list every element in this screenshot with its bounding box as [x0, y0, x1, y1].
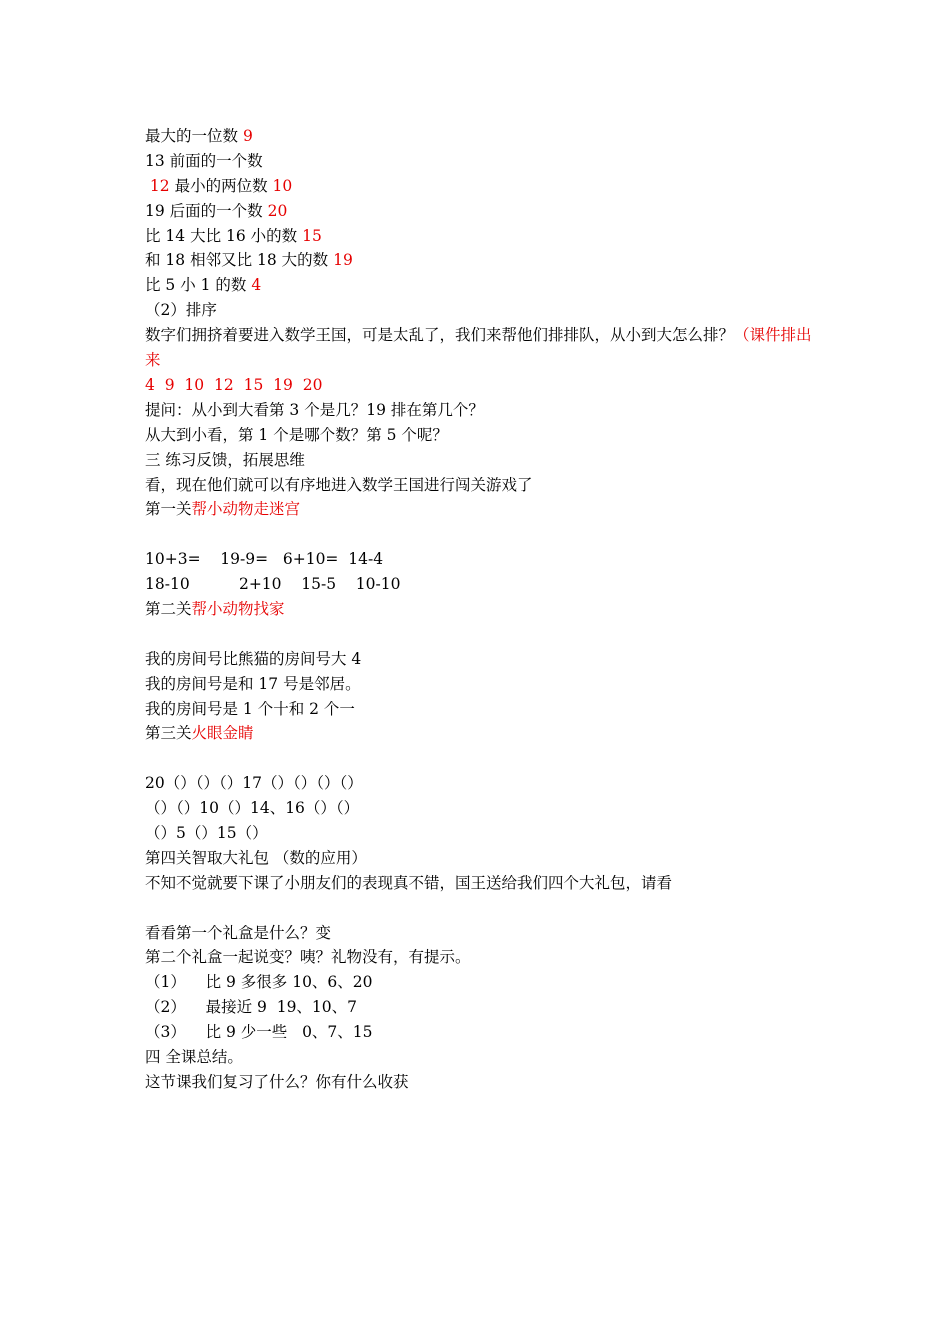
- body-text: 提问：从小到大看第 3 个是几？19 排在第几个？: [145, 400, 484, 419]
- highlight-text: 12: [145, 176, 175, 195]
- body-text: 从大到小看，第 1 个是哪个数？第 5 个呢？: [145, 425, 448, 444]
- text-line: [145, 174, 815, 199]
- body-text: 第二关: [145, 599, 192, 618]
- text-line: [145, 124, 815, 149]
- text-line: [145, 248, 815, 273]
- body-text: （2） 最接近 9 19、10、7: [145, 998, 358, 1017]
- body-text: （）5（）15（）: [145, 823, 268, 842]
- highlight-text: 20: [267, 201, 288, 220]
- body-text: （1） 比 9 多很多 10、6、20: [145, 973, 373, 992]
- blank-line: [145, 522, 815, 547]
- text-line: [145, 1070, 815, 1095]
- document-body: [145, 124, 815, 1095]
- body-text: 三 练习反馈，拓展思维: [145, 450, 305, 469]
- text-line: [145, 771, 815, 796]
- body-text: 看看第一个礼盒是什么？变: [145, 923, 332, 942]
- text-line: [145, 945, 815, 970]
- text-line: [145, 1045, 815, 1070]
- text-line: [145, 672, 815, 697]
- body-text: 我的房间号比熊猫的房间号大 4: [145, 649, 362, 668]
- text-line: [145, 871, 815, 896]
- text-line: [145, 298, 815, 323]
- highlight-text: 4: [251, 276, 262, 295]
- text-line: [145, 224, 815, 249]
- body-text: 最小的两位数: [174, 176, 273, 195]
- body-text: 20（）（）（）17（）（）（）（）: [145, 774, 363, 793]
- text-line: [145, 721, 815, 746]
- body-text: （2）排序: [145, 301, 217, 320]
- text-line: [145, 373, 815, 398]
- body-text: 我的房间号是 1 个十和 2 个一: [145, 699, 355, 718]
- text-line: [145, 423, 815, 448]
- text-line: [145, 846, 815, 871]
- text-line: [145, 473, 815, 498]
- body-text: 和 18 相邻又比 18 大的数: [145, 251, 334, 270]
- body-text: 第一关: [145, 500, 192, 519]
- text-line: [145, 921, 815, 946]
- text-line: [145, 448, 815, 473]
- highlight-text: 19: [333, 251, 353, 270]
- body-text: （3） 比 9 少一些 0、7、15: [145, 1023, 373, 1042]
- text-line: [145, 970, 815, 995]
- text-line: [145, 497, 815, 522]
- body-text: 18-10 2+10 15-5 10-10: [145, 575, 401, 594]
- body-text: （）（）10（）14、16（）（）: [145, 799, 360, 818]
- text-line: [145, 273, 815, 298]
- text-line: [145, 547, 815, 572]
- body-text: 13 前面的一个数: [145, 151, 263, 170]
- highlight-text: 10: [272, 176, 293, 195]
- text-line: [145, 149, 815, 174]
- highlight-text: 15: [302, 226, 322, 245]
- body-text: 我的房间号是和 17 号是邻居。: [145, 674, 361, 693]
- text-line: [145, 647, 815, 672]
- blank-line: [145, 746, 815, 771]
- text-line: [145, 697, 815, 722]
- body-text: 比 14 大比 16 小的数: [145, 226, 303, 245]
- body-text: 四 全课总结。: [145, 1047, 243, 1066]
- body-text: 第四关智取大礼包 （数的应用）: [145, 848, 367, 867]
- body-text: 数字们拥挤着要进入数学王国，可是太乱了，我们来帮他们排排队，从小到大怎么排？: [145, 326, 735, 345]
- text-line: [145, 199, 815, 224]
- highlight-text: 帮小动物走迷宫: [191, 500, 301, 519]
- body-text: 19 后面的一个数: [145, 201, 268, 220]
- body-text: 第二个礼盒一起说变？咦？礼物没有，有提示。: [145, 948, 471, 967]
- body-text: 第三关: [145, 724, 192, 743]
- highlight-text: （课件排出来: [145, 326, 812, 370]
- body-text: 看，现在他们就可以有序地进入数学王国进行闯关游戏了: [145, 475, 533, 494]
- text-line: [145, 821, 815, 846]
- text-line: [145, 1020, 815, 1045]
- highlight-text: 火眼金睛: [191, 724, 254, 743]
- text-line: [145, 323, 815, 373]
- highlight-text: 帮小动物找家: [191, 599, 285, 618]
- body-text: 比 5 小 1 的数: [145, 276, 252, 295]
- text-line: [145, 597, 815, 622]
- body-text: 这节课我们复习了什么？你有什么收获: [145, 1072, 409, 1091]
- text-line: [145, 796, 815, 821]
- blank-line: [145, 622, 815, 647]
- body-text: 不知不觉就要下课了小朋友们的表现真不错，国王送给我们四个大礼包，请看: [145, 873, 673, 892]
- body-text: 10+3= 19-9= 6+10= 14-4: [145, 550, 384, 569]
- highlight-text: 9: [242, 127, 253, 145]
- text-line: [145, 572, 815, 597]
- blank-line: [145, 896, 815, 921]
- body-text: 最大的一位数: [145, 127, 243, 145]
- highlight-text: 4 9 10 12 15 19 20: [145, 375, 323, 394]
- text-line: [145, 398, 815, 423]
- text-line: [145, 995, 815, 1020]
